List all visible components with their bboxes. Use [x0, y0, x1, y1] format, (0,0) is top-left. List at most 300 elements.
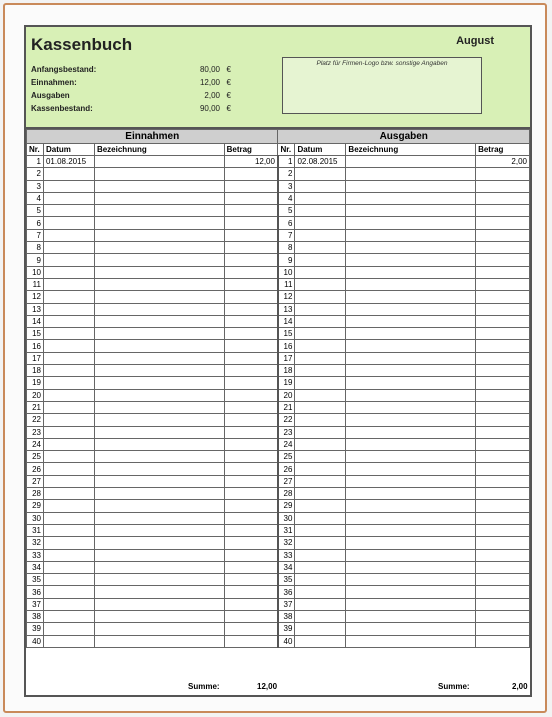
expense-amount-cell[interactable]	[476, 365, 530, 377]
income-description-cell[interactable]	[94, 610, 224, 622]
income-date-cell[interactable]	[43, 266, 94, 278]
income-description-cell[interactable]	[94, 475, 224, 487]
expense-description-cell[interactable]	[346, 266, 476, 278]
income-row-number: 14	[27, 315, 44, 327]
expense-description-cell[interactable]	[346, 463, 476, 475]
income-amount-cell[interactable]	[224, 377, 278, 389]
expense-amount-cell[interactable]	[476, 266, 530, 278]
expense-amount-cell[interactable]	[476, 328, 530, 340]
income-description-cell[interactable]	[94, 377, 224, 389]
income-amount-cell[interactable]	[224, 365, 278, 377]
income-date-cell[interactable]	[43, 340, 94, 352]
income-amount-cell[interactable]	[224, 463, 278, 475]
expense-amount-cell[interactable]	[476, 315, 530, 327]
table-body	[27, 156, 530, 648]
income-amount-cell[interactable]	[224, 401, 278, 413]
income-description-cell[interactable]	[94, 598, 224, 610]
expense-amount-cell[interactable]	[476, 488, 530, 500]
expense-description-cell[interactable]	[346, 315, 476, 327]
income-description-cell[interactable]	[94, 205, 224, 217]
income-description-cell[interactable]	[94, 266, 224, 278]
expense-amount-cell[interactable]	[476, 291, 530, 303]
income-amount-cell[interactable]	[224, 475, 278, 487]
table-row	[27, 205, 530, 217]
expense-amount-cell[interactable]	[476, 242, 530, 254]
expense-description-cell[interactable]	[346, 254, 476, 266]
expense-description-cell[interactable]	[346, 549, 476, 561]
income-date-cell[interactable]	[43, 463, 94, 475]
income-date-cell[interactable]	[43, 438, 94, 450]
income-date-cell[interactable]	[43, 586, 94, 598]
expense-date-cell[interactable]	[295, 365, 346, 377]
expense-date-cell[interactable]	[295, 635, 346, 647]
expense-date-cell[interactable]	[295, 475, 346, 487]
expense-description-cell[interactable]	[346, 156, 476, 168]
income-description-cell[interactable]	[94, 156, 224, 168]
income-amount-cell[interactable]	[224, 414, 278, 426]
expense-description-cell[interactable]	[346, 365, 476, 377]
income-date-cell[interactable]	[43, 217, 94, 229]
income-description-cell[interactable]	[94, 389, 224, 401]
income-amount-cell[interactable]	[224, 180, 278, 192]
table-row	[27, 278, 530, 290]
income-description-cell[interactable]	[94, 488, 224, 500]
expense-date-cell[interactable]	[295, 574, 346, 586]
income-description-cell[interactable]	[94, 524, 224, 536]
expense-date-cell[interactable]	[295, 598, 346, 610]
income-description-cell[interactable]	[94, 574, 224, 586]
expense-row-number: 38	[278, 610, 295, 622]
income-date-cell[interactable]	[43, 168, 94, 180]
expense-date-cell[interactable]	[295, 328, 346, 340]
income-row-number: 31	[27, 524, 44, 536]
expense-row-number: 14	[278, 315, 295, 327]
expense-date-cell[interactable]	[295, 192, 346, 204]
expense-date-cell[interactable]	[295, 610, 346, 622]
column-header-description: Bezeichnung	[346, 144, 476, 156]
expense-description-cell[interactable]	[346, 242, 476, 254]
expense-description-cell[interactable]	[346, 475, 476, 487]
income-amount-cell[interactable]	[224, 168, 278, 180]
table-row	[27, 475, 530, 487]
income-amount-cell[interactable]	[224, 549, 278, 561]
table-row	[27, 598, 530, 610]
expense-amount-cell[interactable]	[476, 537, 530, 549]
expense-description-cell[interactable]	[346, 389, 476, 401]
table-row	[27, 524, 530, 536]
expense-date-cell[interactable]	[295, 524, 346, 536]
income-amount-cell[interactable]	[224, 623, 278, 635]
expense-description-cell[interactable]	[346, 537, 476, 549]
income-date-cell[interactable]	[43, 389, 94, 401]
income-amount-cell[interactable]	[224, 266, 278, 278]
expense-description-cell[interactable]	[346, 340, 476, 352]
income-row-number: 39	[27, 623, 44, 635]
income-amount-cell[interactable]	[224, 328, 278, 340]
income-date-cell[interactable]	[43, 254, 94, 266]
table-row	[27, 389, 530, 401]
expense-amount-cell[interactable]	[476, 352, 530, 364]
expense-date-cell[interactable]	[295, 377, 346, 389]
income-row-number: 6	[27, 217, 44, 229]
expense-amount-cell[interactable]	[476, 635, 530, 647]
income-amount-cell[interactable]	[224, 488, 278, 500]
expense-date-cell[interactable]	[295, 180, 346, 192]
table-row	[27, 512, 530, 524]
expense-amount-cell[interactable]	[476, 254, 530, 266]
expense-amount-cell[interactable]	[476, 610, 530, 622]
expense-date-cell[interactable]	[295, 500, 346, 512]
income-amount-cell[interactable]	[224, 500, 278, 512]
expense-description-cell[interactable]	[346, 328, 476, 340]
expense-row-number: 29	[278, 500, 295, 512]
income-row-number: 38	[27, 610, 44, 622]
expense-description-cell[interactable]	[346, 217, 476, 229]
expense-date-cell[interactable]	[295, 463, 346, 475]
expense-amount-cell[interactable]	[476, 574, 530, 586]
summary-row-expenses	[31, 91, 231, 104]
income-date-cell[interactable]	[43, 635, 94, 647]
income-amount-cell[interactable]	[224, 278, 278, 290]
income-description-cell[interactable]	[94, 291, 224, 303]
income-description-cell[interactable]	[94, 635, 224, 647]
expense-description-cell[interactable]	[346, 623, 476, 635]
income-amount-cell[interactable]	[224, 192, 278, 204]
expense-date-cell[interactable]	[295, 561, 346, 573]
expense-date-cell[interactable]	[295, 229, 346, 241]
income-amount-cell[interactable]	[224, 426, 278, 438]
income-date-cell[interactable]	[43, 451, 94, 463]
expense-date-cell[interactable]	[295, 266, 346, 278]
expense-date-cell[interactable]	[295, 488, 346, 500]
column-header-nr: Nr.	[278, 144, 295, 156]
income-row-number: 17	[27, 352, 44, 364]
income-description-cell[interactable]	[94, 192, 224, 204]
income-description-cell[interactable]	[94, 242, 224, 254]
expense-date-cell[interactable]	[295, 303, 346, 315]
income-amount-cell[interactable]	[224, 315, 278, 327]
expense-date-cell[interactable]	[295, 340, 346, 352]
expense-date-cell[interactable]	[295, 623, 346, 635]
expense-description-cell[interactable]	[346, 426, 476, 438]
expense-row-number: 27	[278, 475, 295, 487]
income-amount-cell[interactable]	[224, 291, 278, 303]
income-description-cell[interactable]	[94, 278, 224, 290]
income-date-cell[interactable]	[43, 426, 94, 438]
income-amount-cell[interactable]	[224, 610, 278, 622]
table-row	[27, 414, 530, 426]
income-amount-cell[interactable]	[224, 205, 278, 217]
income-amount-cell[interactable]	[224, 574, 278, 586]
income-date-cell[interactable]	[43, 598, 94, 610]
income-description-cell[interactable]	[94, 365, 224, 377]
income-amount-cell[interactable]	[224, 561, 278, 573]
income-description-cell[interactable]	[94, 217, 224, 229]
income-description-cell[interactable]	[94, 561, 224, 573]
expense-amount-cell[interactable]	[476, 512, 530, 524]
expense-description-cell[interactable]	[346, 180, 476, 192]
expense-date-cell[interactable]	[295, 401, 346, 413]
table-row	[27, 623, 530, 635]
expense-amount-cell[interactable]	[476, 561, 530, 573]
income-description-cell[interactable]	[94, 254, 224, 266]
summary-row-opening	[31, 65, 231, 78]
income-amount-cell[interactable]	[224, 635, 278, 647]
expense-row-number: 37	[278, 598, 295, 610]
income-amount-cell[interactable]	[224, 389, 278, 401]
table-row	[27, 352, 530, 364]
income-date-cell[interactable]	[43, 291, 94, 303]
expense-amount-cell[interactable]	[476, 598, 530, 610]
income-date-cell[interactable]	[43, 242, 94, 254]
income-date-cell[interactable]	[43, 192, 94, 204]
expense-date-cell[interactable]: 02.08.2015	[295, 156, 346, 168]
income-date-cell[interactable]: 01.08.2015	[43, 156, 94, 168]
income-date-cell[interactable]	[43, 610, 94, 622]
cashbook-table	[26, 129, 530, 648]
expense-date-cell[interactable]	[295, 242, 346, 254]
income-row-number: 30	[27, 512, 44, 524]
income-date-cell[interactable]	[43, 401, 94, 413]
expense-amount-cell[interactable]	[476, 500, 530, 512]
expense-description-cell[interactable]	[346, 291, 476, 303]
expense-amount-cell[interactable]	[476, 623, 530, 635]
expense-amount-cell[interactable]	[476, 192, 530, 204]
expense-amount-cell[interactable]	[476, 438, 530, 450]
expense-description-cell[interactable]	[346, 635, 476, 647]
table-row	[27, 266, 530, 278]
income-amount-cell[interactable]	[224, 340, 278, 352]
table-row	[27, 463, 530, 475]
income-date-cell[interactable]	[43, 549, 94, 561]
income-amount-cell[interactable]	[224, 352, 278, 364]
income-amount-cell[interactable]	[224, 598, 278, 610]
income-description-cell[interactable]	[94, 168, 224, 180]
expense-description-cell[interactable]	[346, 598, 476, 610]
income-date-cell[interactable]	[43, 180, 94, 192]
expense-description-cell[interactable]	[346, 168, 476, 180]
expense-date-cell[interactable]	[295, 352, 346, 364]
expense-amount-cell[interactable]	[476, 401, 530, 413]
expense-amount-cell[interactable]	[476, 278, 530, 290]
logo-placeholder-box: Platz für Firmen-Logo bzw. sonstige Angaben	[282, 57, 482, 114]
income-date-cell[interactable]	[43, 278, 94, 290]
expense-amount-cell[interactable]	[476, 475, 530, 487]
income-total-label: Summe:	[188, 682, 220, 691]
income-amount-cell[interactable]	[224, 537, 278, 549]
income-description-cell[interactable]	[94, 463, 224, 475]
income-date-cell[interactable]	[43, 488, 94, 500]
income-date-cell[interactable]	[43, 574, 94, 586]
expense-date-cell[interactable]	[295, 168, 346, 180]
expense-description-cell[interactable]	[346, 278, 476, 290]
income-description-cell[interactable]	[94, 549, 224, 561]
income-amount-cell[interactable]	[224, 242, 278, 254]
income-description-cell[interactable]	[94, 352, 224, 364]
expense-description-cell[interactable]	[346, 586, 476, 598]
income-row-number: 16	[27, 340, 44, 352]
table-row	[27, 574, 530, 586]
income-description-cell[interactable]	[94, 451, 224, 463]
income-date-cell[interactable]	[43, 537, 94, 549]
summary-value: 2,00	[204, 91, 220, 100]
income-description-cell[interactable]	[94, 586, 224, 598]
column-header-amount: Betrag	[476, 144, 530, 156]
expense-row-number: 39	[278, 623, 295, 635]
income-description-cell[interactable]	[94, 303, 224, 315]
expense-date-cell[interactable]	[295, 217, 346, 229]
expense-amount-cell[interactable]	[476, 463, 530, 475]
expense-row-number: 4	[278, 192, 295, 204]
income-date-cell[interactable]	[43, 500, 94, 512]
expense-date-cell[interactable]	[295, 549, 346, 561]
income-date-cell[interactable]	[43, 414, 94, 426]
expense-description-cell[interactable]	[346, 438, 476, 450]
income-date-cell[interactable]	[43, 561, 94, 573]
income-amount-cell[interactable]: 12,00	[224, 156, 278, 168]
expense-date-cell[interactable]	[295, 438, 346, 450]
income-amount-cell[interactable]	[224, 229, 278, 241]
expense-description-cell[interactable]	[346, 610, 476, 622]
income-description-cell[interactable]	[94, 401, 224, 413]
expense-amount-cell[interactable]	[476, 180, 530, 192]
expense-amount-cell[interactable]: 2,00	[476, 156, 530, 168]
income-description-cell[interactable]	[94, 414, 224, 426]
income-description-cell[interactable]	[94, 340, 224, 352]
expense-date-cell[interactable]	[295, 315, 346, 327]
expense-date-cell[interactable]	[295, 586, 346, 598]
income-amount-cell[interactable]	[224, 586, 278, 598]
income-date-cell[interactable]	[43, 512, 94, 524]
expense-amount-cell[interactable]	[476, 586, 530, 598]
expense-row-number: 30	[278, 512, 295, 524]
income-amount-cell[interactable]	[224, 438, 278, 450]
expense-row-number: 40	[278, 635, 295, 647]
expense-row-number: 24	[278, 438, 295, 450]
expense-row-number: 8	[278, 242, 295, 254]
expense-description-cell[interactable]	[346, 192, 476, 204]
expense-description-cell[interactable]	[346, 352, 476, 364]
expense-amount-cell[interactable]	[476, 229, 530, 241]
expense-date-cell[interactable]	[295, 291, 346, 303]
expense-row-number: 25	[278, 451, 295, 463]
income-amount-cell[interactable]	[224, 254, 278, 266]
expense-amount-cell[interactable]	[476, 426, 530, 438]
income-amount-cell[interactable]	[224, 217, 278, 229]
income-description-cell[interactable]	[94, 426, 224, 438]
expense-amount-cell[interactable]	[476, 451, 530, 463]
expense-amount-cell[interactable]	[476, 217, 530, 229]
income-row-number: 8	[27, 242, 44, 254]
expense-row-number: 5	[278, 205, 295, 217]
income-date-cell[interactable]	[43, 315, 94, 327]
column-header-description: Bezeichnung	[94, 144, 224, 156]
expense-date-cell[interactable]	[295, 512, 346, 524]
expense-date-cell[interactable]	[295, 414, 346, 426]
expense-row-number: 16	[278, 340, 295, 352]
expense-amount-cell[interactable]	[476, 377, 530, 389]
table-row	[27, 180, 530, 192]
expense-description-cell[interactable]	[346, 401, 476, 413]
income-amount-cell[interactable]	[224, 451, 278, 463]
expense-date-cell[interactable]	[295, 205, 346, 217]
income-amount-cell[interactable]	[224, 524, 278, 536]
income-date-cell[interactable]	[43, 365, 94, 377]
income-row-number: 9	[27, 254, 44, 266]
expense-description-cell[interactable]	[346, 561, 476, 573]
expense-row-number: 23	[278, 426, 295, 438]
expense-date-cell[interactable]	[295, 254, 346, 266]
income-amount-cell[interactable]	[224, 303, 278, 315]
expense-amount-cell[interactable]	[476, 549, 530, 561]
expense-row-number: 12	[278, 291, 295, 303]
income-date-cell[interactable]	[43, 524, 94, 536]
expense-amount-cell[interactable]	[476, 389, 530, 401]
expense-amount-cell[interactable]	[476, 524, 530, 536]
income-description-cell[interactable]	[94, 229, 224, 241]
expense-description-cell[interactable]	[346, 488, 476, 500]
income-amount-cell[interactable]	[224, 512, 278, 524]
expense-amount-cell[interactable]	[476, 340, 530, 352]
income-description-cell[interactable]	[94, 537, 224, 549]
expense-amount-cell[interactable]	[476, 205, 530, 217]
income-date-cell[interactable]	[43, 303, 94, 315]
expense-description-cell[interactable]	[346, 500, 476, 512]
income-date-cell[interactable]	[43, 328, 94, 340]
income-date-cell[interactable]	[43, 352, 94, 364]
expense-date-cell[interactable]	[295, 426, 346, 438]
income-description-cell[interactable]	[94, 438, 224, 450]
income-description-cell[interactable]	[94, 315, 224, 327]
expense-amount-cell[interactable]	[476, 303, 530, 315]
expense-description-cell[interactable]	[346, 205, 476, 217]
table-row	[27, 365, 530, 377]
income-description-cell[interactable]	[94, 512, 224, 524]
income-description-cell[interactable]	[94, 623, 224, 635]
income-date-cell[interactable]	[43, 229, 94, 241]
income-description-cell[interactable]	[94, 328, 224, 340]
income-row-number: 33	[27, 549, 44, 561]
expense-description-cell[interactable]	[346, 524, 476, 536]
expense-amount-cell[interactable]	[476, 414, 530, 426]
table-row	[27, 229, 530, 241]
table-row	[27, 488, 530, 500]
expense-date-cell[interactable]	[295, 389, 346, 401]
expense-date-cell[interactable]	[295, 537, 346, 549]
expense-description-cell[interactable]	[346, 303, 476, 315]
expense-description-cell[interactable]	[346, 229, 476, 241]
expense-row-number: 31	[278, 524, 295, 536]
income-row-number: 20	[27, 389, 44, 401]
expense-description-cell[interactable]	[346, 574, 476, 586]
expense-date-cell[interactable]	[295, 278, 346, 290]
income-date-cell[interactable]	[43, 475, 94, 487]
income-date-cell[interactable]	[43, 205, 94, 217]
expense-description-cell[interactable]	[346, 414, 476, 426]
income-date-cell[interactable]	[43, 377, 94, 389]
expense-date-cell[interactable]	[295, 451, 346, 463]
expense-description-cell[interactable]	[346, 512, 476, 524]
summary-label: Einnahmen:	[31, 78, 77, 87]
income-description-cell[interactable]	[94, 500, 224, 512]
expense-description-cell[interactable]	[346, 451, 476, 463]
expense-amount-cell[interactable]	[476, 168, 530, 180]
income-date-cell[interactable]	[43, 623, 94, 635]
income-description-cell[interactable]	[94, 180, 224, 192]
income-row-number: 24	[27, 438, 44, 450]
expense-row-number: 10	[278, 266, 295, 278]
expense-description-cell[interactable]	[346, 377, 476, 389]
